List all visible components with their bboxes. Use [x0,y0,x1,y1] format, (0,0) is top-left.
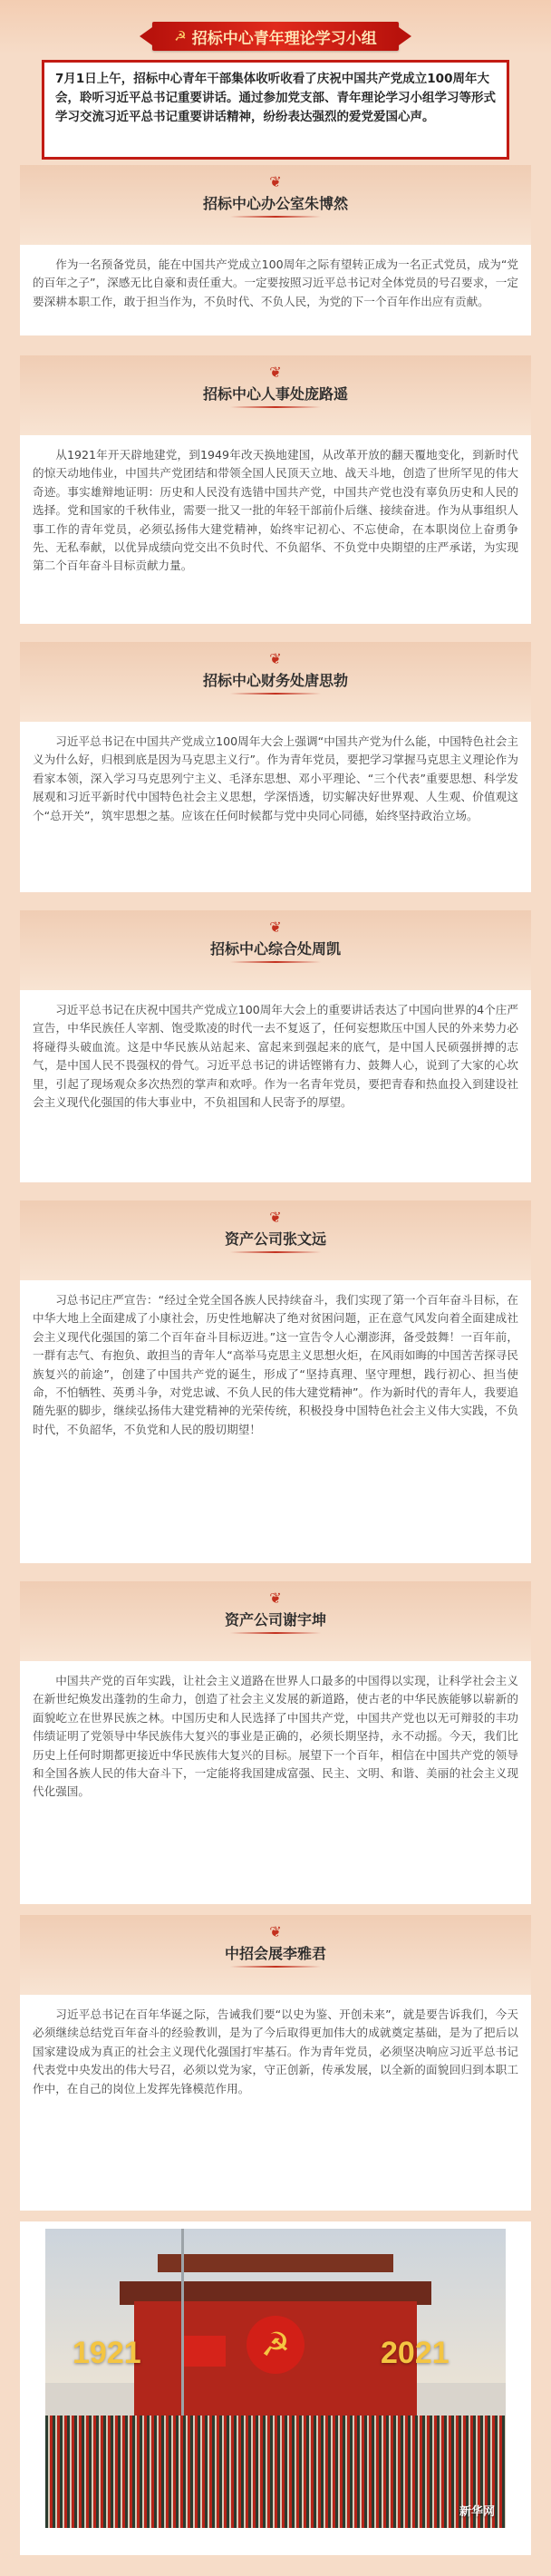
flag [184,2336,226,2367]
section-zhu-boran [20,165,531,335]
intro-box [42,60,509,160]
section-title: 招标中心人事处庞路遥 [202,385,348,403]
page-title: 招标中心青年理论学习小组 [191,29,377,48]
photo-crowd [45,2416,506,2528]
ornament-icon: ❦ [269,1209,282,1226]
title-underline [230,1632,321,1634]
section-title-band [20,1201,531,1280]
section-zhang-wenyuan [20,1201,531,1563]
intro-text: 7月1日上午，招标中心青年干部集体收听收看了庆祝中国共产党成立100周年大会，聆听习近平总书记重要讲话。通过参加党支部、青年理论学习小组学习等形式学习交流习近平总书记重要讲话精神，纷纷表达强烈的爱党爱国心声。 [55,72,496,124]
ornament-icon: ❦ [269,364,282,381]
ornament-icon: ❦ [269,173,282,190]
title-underline [230,693,321,695]
section-body: 习近平总书记在中国共产党成立100周年大会上强调“中国共产党为什么能，中国特色社会主义为什么好，归根到底是因为马克思主义行”。作为青年党员，要把学习掌握马克思主义理论作为看家本领，深入学习马克思列宁主义、毛泽东思想、邓小平理论、“三个代表”重要思想、科学发展观和习近平新时代中国特色社会主义思想，学深悟透，切实解决好世界观、人生观、价值观这个“总开关”，筑牢思想之基。应该在任何时候都与党中央同心同德，始终坚持政治立场。 [20,722,531,892]
title-underline [230,1966,321,1968]
section-title-band [20,1915,531,1995]
section-zhou-kai [20,910,531,1182]
party-emblem-icon: ☭ [246,2316,304,2374]
celebration-photo [45,2229,506,2528]
ornament-icon: ❦ [269,650,282,667]
section-body: 从1921年开天辟地建党，到1949年改天换地建国，从改革开放的翻天覆地变化，到新时代的惊天动地伟业，中国共产党团结和带领全国人民顶天立地、战天斗地，创造了世所罕见的伟大奇迹。事实雄辩地证明：历史和人民没有选错中国共产党，中国共产党也没有辜负历史和人民的选择。党和国家的千秋伟业，需要一批又一批的年轻干部前仆后继、接续奋进。作为从事组织人事工作的青年党员，必须弘扬伟大建党精神，始终牢记初心、不忘使命，在本职岗位上奋勇争先、无私奉献，以优异成绩向党交出不负时代、不负韶华、不负党中央期望的庄严承诺，为实现第二个百年奋斗目标贡献力量。 [20,435,531,624]
section-title-band [20,910,531,990]
section-li-yajun [20,1915,531,2211]
flagpole [181,2229,184,2428]
section-title-band [20,355,531,435]
section-title-band [20,642,531,722]
section-pang-luyao [20,355,531,624]
section-body: 中国共产党的百年实践，让社会主义道路在世界人口最多的中国得以实现，让科学社会主义在新世纪焕发出蓬勃的生命力，创造了社会主义发展的新道路，使古老的中华民族能够以崭新的面貌屹立在世界民族之林。中国历史和人民选择了中国共产党，中国共产党也以无可辩驳的丰功伟绩证明了党领导中华民族伟大复兴的事业是正确的，必须长期坚持，永不动摇。今天，我们比历史上任何时期都更接近中华民族伟大复兴的目标。展望下一个百年，相信在中国共产党的领导和全国各族人民的伟大奋斗下，一定能将我国建成富强、民主、文明、和谐、美丽的社会主义现代化强国。 [20,1661,531,1904]
year-left: 1921 [72,2336,141,2370]
section-body: 习总书记庄严宣告：“经过全党全国各族人民持续奋斗，我们实现了第一个百年奋斗目标，在中华大地上全面建成了小康社会，历史性地解决了绝对贫困问题，正在意气风发向着全面建成社会主义现代化强国的第二个百年奋斗目标迈进。”这一宣告令人心潮澎湃，备受鼓舞！一百年前，一群有志气、有抱负、敢担当的青年人“高举马克思主义思想火炬，在风雨如晦的中国苦苦探寻民族复兴的前途”，创建了中国共产党的诞生，形成了“坚持真理、坚守理想，践行初心、担当使命，不怕牺牲、英勇斗争，对党忠诚、不负人民的伟大建党精神”。作为新时代的青年人，我要追随先驱的脚步，继续弘扬伟大建党精神的光荣传统，积极投身中国特色社会主义伟大实践，不负时代，不负韶华，不负党和人民的殷切期望！ [20,1280,531,1563]
title-underline [230,961,321,963]
year-right: 2021 [381,2336,450,2370]
section-title: 招标中心财务处唐思勃 [202,672,348,689]
section-body: 习近平总书记在庆祝中国共产党成立100周年大会上的重要讲话表达了中国向世界的4个庄严宣告，中华民族任人宰割、饱受欺凌的时代一去不复返了，任何妄想欺压中国人民的外来势力必将碰得头破血流。这是中华民族从站起来、富起来到强起来的底气，是中国人民硕强拼搏的志气，是中国人民不畏强权的骨气。习近平总书记的讲话铿锵有力、鼓舞人心，说到了大家的心坎里，引起了现场观众多次热烈的掌声和欢呼。作为一名青年党员，要把青春和热血投入到建设社会主义现代化强国的伟大事业中，不负祖国和人民寄予的厚望。 [20,990,531,1182]
party-emblem-icon: ☭ [174,28,187,44]
header-bar [0,0,551,54]
title-underline [230,1251,321,1253]
section-xie-yukun [20,1581,531,1904]
section-title: 资产公司谢宇坤 [224,1611,326,1628]
title-underline [230,216,321,218]
section-body: 作为一名预备党员，能在中国共产党成立100周年之际有望转正成为一名正式党员，成为“党的百年之子”，深感无比自豪和责任重大。一定要按照习近平总书记对全体党员的号召要求，一定要深耕本职工作，敢于担当作为，不负时代、不负人民，为党的下一个百年作出应有贡献。 [20,245,531,335]
photo-watermark: 新华网 [459,2505,495,2519]
ornament-icon: ❦ [269,919,282,936]
section-title-band [20,1581,531,1661]
ornament-icon: ❦ [269,1923,282,1940]
photo-upper-roof [158,2254,393,2272]
section-title: 招标中心综合处周凯 [209,940,341,957]
section-title: 资产公司张文远 [224,1230,326,1248]
ornament-icon: ❦ [269,1589,282,1607]
section-title: 招标中心办公室朱博然 [202,195,348,212]
section-title: 中招会展李雅君 [224,1945,326,1962]
title-underline [230,406,321,408]
section-body: 习近平总书记在百年华诞之际，告诫我们要“以史为鉴、开创未来”，就是要告诉我们，今天必须继续总结党百年奋斗的经验教训，是为了今后取得更加伟大的成就奠定基础，是为了把后以国家建设成为真正的社会主义现代化强国打牢基石。作为青年党员，必须坚决响应习近平总书记代表党中央发出的伟大号召，必须以党为家，守正创新，传承发展，以全新的面貌回归到本职工作中，在自己的岗位上发挥先锋模范作用。 [20,1995,531,2211]
header-ribbon [152,22,399,51]
section-tang-sibo [20,642,531,892]
section-title-band [20,165,531,245]
